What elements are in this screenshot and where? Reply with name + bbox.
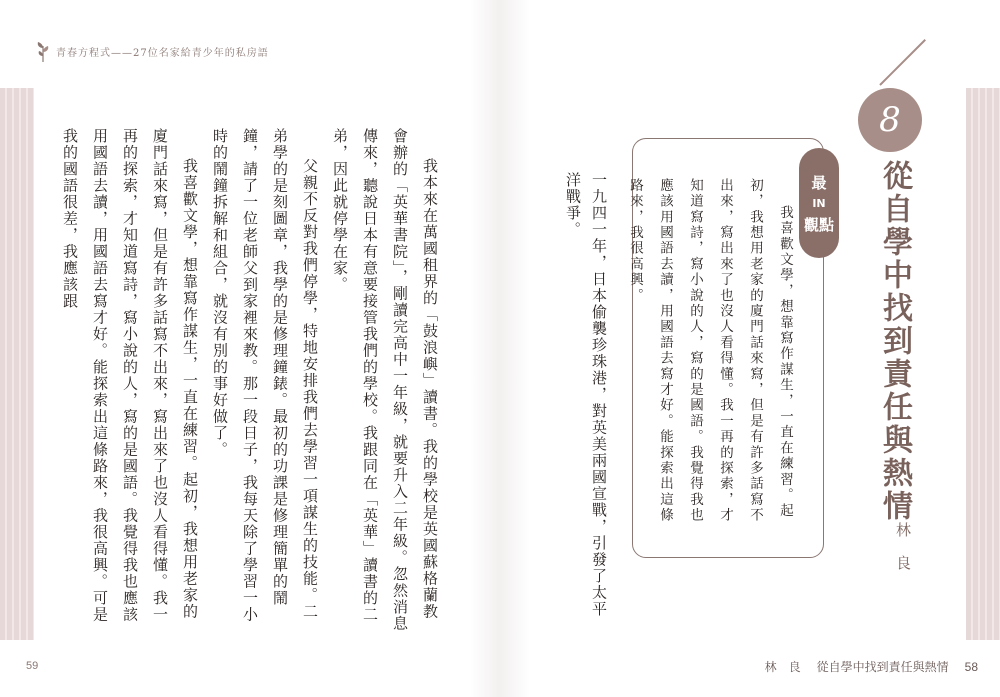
quote-tag-bottom: 觀點 xyxy=(803,215,834,234)
body-paragraph-3: 我喜歡文學，想靠寫作謀生，一直在練習。起初，我想用老家的廈門話來寫，但是有許多話寫不出來，寫出來了也沒人看得懂。我一再的探索，才知道寫詩，寫小說的人，寫的是國語。我覺得我也應該用國語去讀，用國語去寫才好。能探索出這條路來，我很高興。可是我的國語很差，我應該跟 xyxy=(61,128,199,623)
chapter-number-badge xyxy=(858,88,922,152)
quote-paragraph: 我喜歡文學，想靠寫作謀生，一直在練習。起初，我想用老家的廈門話來寫，但是有許多話寫不出來，寫出來了也沒人看得懂。我一再的探索，才知道寫詩，寫小說的人，寫的是國語。我覺得我也應該用國語去讀，用國語去寫才好。能探索出這條路來，我很高興。 xyxy=(627,178,793,524)
lead-sentence: 一九四一年，日本偷襲珍珠港，對英美兩國宣戰，引發了太平洋戰爭。 xyxy=(564,172,608,618)
book-gutter xyxy=(470,0,530,697)
quote-tag-top: 最 xyxy=(811,173,827,192)
sprig-icon xyxy=(36,40,50,62)
body-text xyxy=(60,128,445,633)
body-paragraph-2: 父親不反對我們停學，特地安排我們去學習一項謀生的技能。二弟學的是刻圖章，我學的是修理鐘錶。最初的功課是修理簡單的鬧鐘，請了一位老師父到家裡來教。那一段日子，我每天除了學習一小時的鬧鐘拆解和組合，就沒有別的事好做了。 xyxy=(211,128,319,623)
chapter-author: 林良 xyxy=(894,522,912,588)
footer-chapter-title: 從自學中找到責任與熱情 xyxy=(816,660,949,674)
chapter-number: 8 xyxy=(879,100,901,140)
quote-text xyxy=(627,178,800,538)
body-paragraph-1: 我本來在萬國租界的「鼓浪嶼」讀書。我的學校是英國蘇格蘭教會辦的「英華書院」，剛讀完高中一年級，就要升入二年級。忽然消息傳來，聽說日本有意要接管我們的學校。我跟同在「英華」讀書的二弟，因此就停學在家。 xyxy=(331,128,439,632)
quote-tag xyxy=(799,148,839,258)
left-decorative-stripe xyxy=(0,88,34,640)
right-page-number: 58 xyxy=(964,660,978,674)
quote-tag-in: IN xyxy=(812,196,826,210)
running-head xyxy=(36,40,269,62)
footer-author: 林 良 xyxy=(764,660,801,674)
right-footer xyxy=(765,658,978,675)
left-page-number: 59 xyxy=(26,660,39,672)
right-decorative-stripe xyxy=(966,88,1000,640)
chapter-badge-slash xyxy=(879,39,926,86)
running-head-text: 青春方程式——27位名家給青少年的私房語 xyxy=(56,47,269,59)
chapter-title: 從自學中找到責任與熱情 xyxy=(877,160,912,523)
